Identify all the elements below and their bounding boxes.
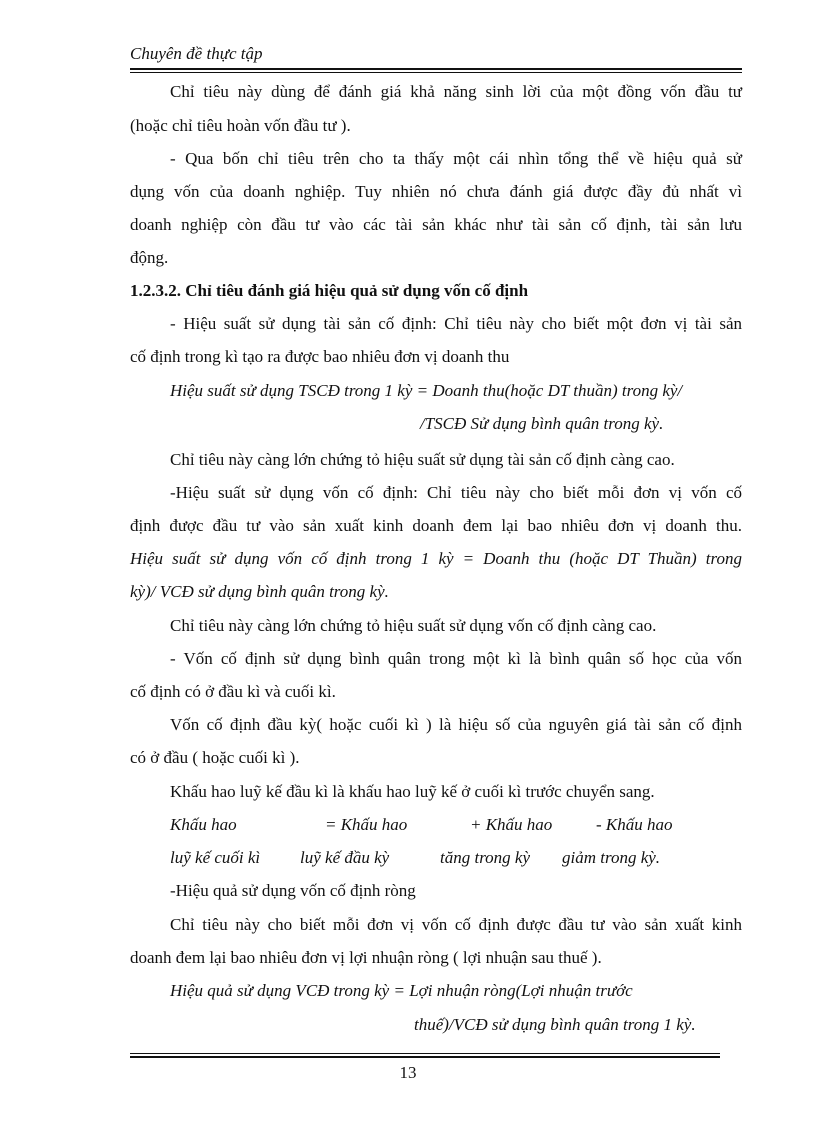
- paragraph-line: - Hiệu suất sử dụng tài sản cố định: Chỉ tiêu này cho biết một đơn vị tài sản: [170, 314, 742, 333]
- footer-rule: [130, 1053, 720, 1054]
- formula-term: = Khấu hao: [325, 815, 408, 834]
- footer-rule-thick: [130, 1056, 720, 1058]
- paragraph-line: -Hiệu suất sử dụng vốn cố định: Chỉ tiêu này cho biết mỗi đơn vị vốn cố: [170, 483, 742, 502]
- paragraph-line: động.: [130, 248, 169, 267]
- paragraph-line: -Hiệu quả sử dụng vốn cố định ròng: [170, 881, 416, 900]
- formula-term: Khấu hao: [170, 815, 237, 834]
- paragraph-line: Khấu hao luỹ kế đầu kì là khấu hao luỹ kế ở cuối kì trước chuyển sang.: [170, 782, 655, 801]
- paragraph-line: cố định có ở đầu kì và cuối kì.: [130, 682, 336, 701]
- paragraph-line: có ở đầu ( hoặc cuối kì ).: [130, 748, 300, 767]
- formula-line: Hiệu quả sử dụng VCĐ trong kỳ = Lợi nhuận ròng(Lợi nhuận trước: [170, 981, 633, 1000]
- paragraph-line: định được đầu tư vào sản xuất kinh doanh đem lại bao nhiêu đơn vị doanh thu.: [130, 516, 742, 535]
- paragraph-line: Chỉ tiêu này càng lớn chứng tỏ hiệu suất sử dụng tài sản cố định càng cao.: [170, 450, 675, 469]
- formula-term: - Khấu hao: [596, 815, 673, 834]
- paragraph-line: doanh đem lại bao nhiêu đơn vị lợi nhuận ròng ( lợi nhuận sau thuế ).: [130, 948, 602, 967]
- paragraph-line: Chỉ tiêu này cho biết mỗi đơn vị vốn cố định được đầu tư vào sản xuất kinh: [170, 915, 742, 934]
- page-number: 13: [399, 1063, 417, 1082]
- formula-line: kỳ)/ VCĐ sử dụng bình quân trong kỳ.: [130, 582, 389, 601]
- running-header: Chuyên đề thực tập: [130, 44, 263, 63]
- paragraph-line: Vốn cố định đầu kỳ( hoặc cuối kì ) là hiệu số của nguyên giá tài sản cố định: [170, 715, 742, 734]
- paragraph-line: doanh nghiệp còn đầu tư vào các tài sản khác như tài sản cố định, tài sản lưu: [130, 215, 742, 234]
- formula-term: + Khấu hao: [470, 815, 553, 834]
- formula-term: giảm trong kỳ.: [562, 848, 661, 867]
- formula-term: luỹ kế cuối kì: [170, 848, 261, 867]
- formula-term: luỹ kế đầu kỳ: [300, 848, 390, 867]
- header-rule-thin: [130, 72, 742, 73]
- section-heading: 1.2.3.2. Chỉ tiêu đánh giá hiệu quả sử dụng vốn cố định: [130, 281, 529, 300]
- paragraph-line: (hoặc chỉ tiêu hoàn vốn đầu tư ).: [130, 116, 351, 135]
- header-rule: [130, 68, 742, 70]
- formula-line: /TSCĐ Sử dụng bình quân trong kỳ.: [420, 414, 664, 433]
- paragraph-line: cố định trong kì tạo ra được bao nhiêu đơn vị doanh thu: [130, 347, 510, 366]
- paragraph-line: dụng vốn của doanh nghiệp. Tuy nhiên nó chưa đánh giá được đầy đủ nhất vì: [130, 182, 742, 201]
- paragraph-line: - Qua bốn chỉ tiêu trên cho ta thấy một cái nhìn tổng thể về hiệu quả sử: [170, 149, 742, 168]
- formula-line: thuế)/VCĐ sử dụng bình quân trong 1 kỳ.: [414, 1015, 696, 1034]
- formula-term: tăng trong kỳ: [440, 848, 531, 867]
- formula-line: Hiệu suất sử dụng TSCĐ trong 1 kỳ = Doanh thu(hoặc DT thuần) trong kỳ/: [170, 381, 683, 400]
- paragraph-line: Chỉ tiêu này dùng để đánh giá khả năng sinh lời của một đồng vốn đầu tư: [170, 82, 742, 101]
- paragraph-line: - Vốn cố định sử dụng bình quân trong một kì là bình quân số học của vốn: [170, 649, 742, 668]
- formula-line: Hiệu suất sử dụng vốn cố định trong 1 kỳ = Doanh thu (hoặc DT Thuần) trong: [130, 549, 742, 568]
- paragraph-line: Chỉ tiêu này càng lớn chứng tỏ hiệu suất sử dụng vốn cố định càng cao.: [170, 616, 657, 635]
